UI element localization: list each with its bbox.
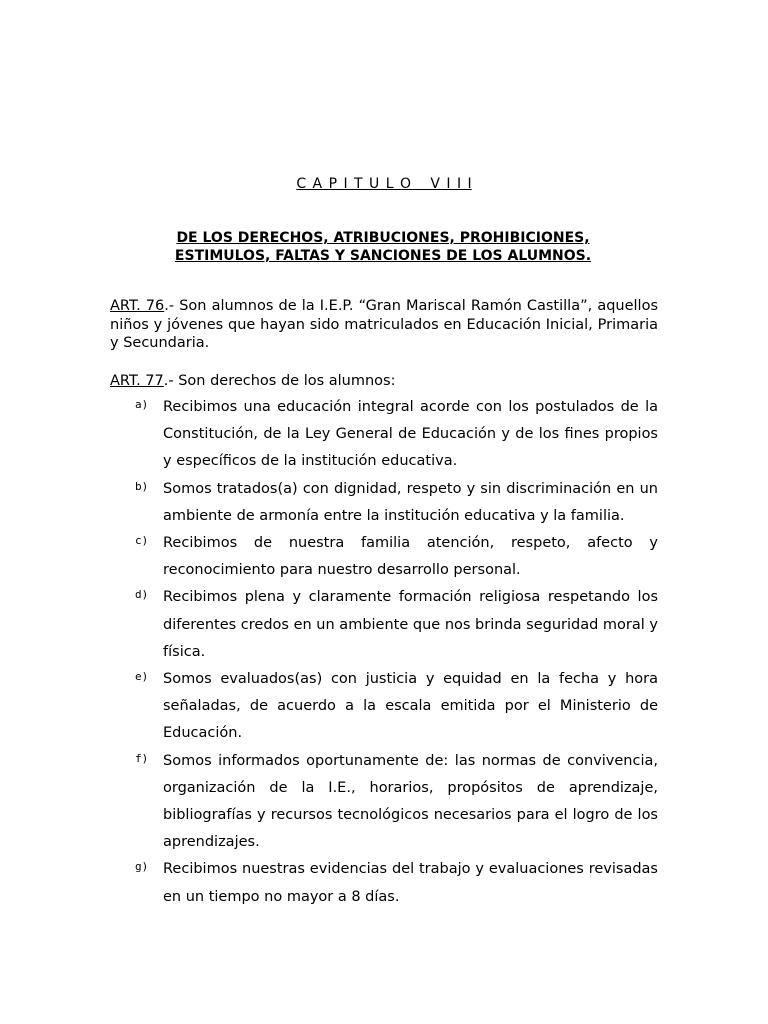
list-item-marker: f) [135,751,149,765]
list-item-text: Somos evaluados(as) con justicia y equidad en la fecha y hora señaladas, de acuerdo a la escala emitida por el Ministerio de Educación. [163,671,658,742]
list-item-text: Recibimos plena y claramente formación religiosa respetando los diferentes credos en un ambiente que nos brinda seguridad moral y física. [163,589,658,660]
list-item-text: Somos informados oportunamente de: las normas de convivencia, organización de la I.E., horarios, propósitos de aprendizaje, bibliografías y recursos tecnológicos necesarios para el logro de los aprendizajes. [163,752,658,851]
list-item-text: Somos tratados(a) con dignidad, respeto y sin discriminación en un ambiente de armonía entre la institución educativa y la familia. [163,480,658,524]
article-77-text: .- Son derechos de los alumnos: [163,373,396,389]
article-76-text: .- Son alumnos de la I.E.P. “Gran Mariscal Ramón Castilla”, aquellos niños y jóvenes que hayan sido matriculados en Educación Inicial, Primaria y Secundaria. [110,298,659,351]
list-item [110,666,658,748]
list-item-marker: a) [135,398,149,411]
list-item-marker: c) [135,534,149,548]
chapter-title-text: C A P I T U L O V I I I [296,176,472,192]
list-item [110,584,658,666]
list-item-marker: e) [135,670,149,684]
rights-list [110,394,658,911]
list-item-text: Recibimos nuestras evidencias del trabajo y evaluaciones revisadas en un tiempo no mayor a 8 días. [163,861,658,905]
chapter-title [0,176,768,192]
section-heading [110,229,656,265]
list-item-marker: b) [135,479,149,493]
section-heading-line-2: ESTIMULOS, FALTAS Y SANCIONES DE LOS ALUMNOS. [174,248,592,264]
list-item [110,748,658,857]
list-item [110,856,658,910]
list-item [110,394,658,476]
list-item [110,476,658,530]
list-item [110,530,658,584]
article-76-ref: ART. 76 [110,298,165,314]
article-77-ref: ART. 77 [110,373,164,389]
list-item-marker: g) [135,860,149,874]
list-item-text: Recibimos una educación integral acorde con los postulados de la Constitución, de la Ley General de Educación y de los fines propios y específicos de la institución educativa. [163,399,658,470]
list-item-text: Recibimos de nuestra familia atención, respeto, afecto y reconocimiento para nuestro desarrollo personal. [163,535,658,579]
list-item-marker: d) [135,588,149,602]
section-heading-line-1: DE LOS DERECHOS, ATRIBUCIONES, PROHIBICIONES, [176,230,590,246]
article-76 [110,297,658,353]
article-77 [110,372,658,391]
